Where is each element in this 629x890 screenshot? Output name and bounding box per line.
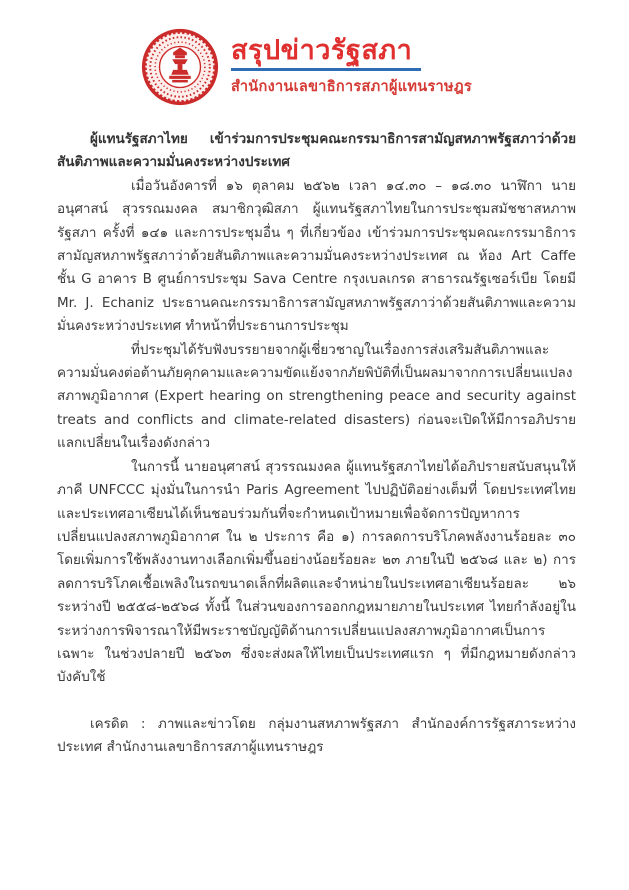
brand-divider: [231, 68, 421, 71]
brand-block: [231, 36, 472, 99]
news-headline: ผู้แทนรัฐสภาไทย เข้าร่วมการประชุมคณะกรรมาธิการสามัญสหภาพรัฐสภาว่าด้วยสันติภาพและความมั่นคงระหว่างประเทศ: [57, 131, 576, 171]
masthead: [0, 0, 629, 108]
credit-line: เครดิต : ภาพและข่าวโดย กลุ่มงานสหภาพรัฐสภา สำนักองค์การรัฐสภาระหว่างประเทศ สำนักงานเลขาธิการสภาผู้แทนราษฎร: [57, 715, 576, 756]
news-paragraph: เมื่อวันอังคารที่ ๑๖ ตุลาคม ๒๕๖๒ เวลา ๑๔.๓๐ – ๑๘.๓๐ นาฬิกา นายอนุศาสน์ สุวรรณมงคล สมาชิกวุฒิสภา ผู้แทนรัฐสภาไทยในการประชุมสมัชชาสหภาพรัฐสภา ครั้งที่ ๑๔๑ และการประชุมอื่น ๆ ที่เกี่ยวข้อง เข้าร่วมการประชุมคณะกรรมาธิการสามัญสหภาพรัฐสภาว่าด้วยสันติภาพและความมั่นคงระหว่างประเทศ ณ ห้อง Art Caffe ชั้น G อาคาร B ศูนย์การประชุม Sava Centre กรุงเบลเกรด สาธารณรัฐเซอร์เบีย โดยมี Mr. J. Echaniz ประธานคณะกรรมาธิการสามัญสหภาพรัฐสภาว่าด้วยสันติภาพและความมั่นคงระหว่างประเทศ ทำหน้าที่ประธานการประชุม: [57, 177, 576, 335]
news-paragraph: ในการนี้ นายอนุศาสน์ สุวรรณมงคล ผู้แทนรัฐสภาไทยได้อภิปรายสนับสนุนให้ภาคี UNFCCC มุ่งมั่นในการนำ Paris Agreement ไปปฏิบัติอย่างเต็มที่ โดยประเทศไทยและประเทศอาเซียนได้เห็นชอบร่วมกันที่จะกำหนดเป้าหมายเพื่อจัดการปัญหาการเปลี่ยนแปลงสภาพภูมิอากาศ ใน ๒ ประการ คือ ๑) การลดการบริโภคพลังงานร้อยละ ๓๐ โดยเพิ่มการใช้พลังงานทางเลือกเพิ่มขึ้นอย่างน้อยร้อยละ ๒๓ ภายในปี ๒๕๖๘ และ ๒) การลดการบริโภคเชื้อเพลิงในรถขนาดเล็กที่ผลิตและจำหน่ายในประเทศอาเซียนร้อยละ ๒๖ ระหว่างปี ๒๕๕๘-๒๕๖๘ ทั้งนี้ ในส่วนของการออกกฎหมายภายในประเทศ ไทยกำลังอยู่ในระหว่างการพิจารณาให้มีพระราชบัญญัติด้านการเปลี่ยนแปลงสภาพภูมิอากาศเป็นการเฉพาะ ในช่วงปลายปี ๒๕๖๓ ซึ่งจะส่งผลให้ไทยเป็นประเทศแรก ๆ ที่มีกฎหมายดังกล่าวบังคับใช้: [57, 458, 576, 686]
brand-title: สรุปข่าวรัฐสภา: [231, 34, 413, 66]
document-body: [57, 128, 576, 760]
brand-subtitle: สำนักงานเลขาธิการสภาผู้แทนราษฎร: [231, 79, 472, 96]
news-paragraph: ที่ประชุมได้รับฟังบรรยายจากผู้เชี่ยวชาญในเรื่องการส่งเสริมสันติภาพและความมั่นคงต่อต้านภัยคุกคามและความขัดแย้งจากภัยพิบัติที่เป็นผลมาจากการเปลี่ยนแปลงสภาพภูมิอากาศ (Expert hearing on strengthening peace and security against treats and conflicts and climate-related disasters) ก่อนจะเปิดให้มีการอภิปรายแลกเปลี่ยนในเรื่องดังกล่าว: [57, 341, 576, 452]
parliament-seal-icon: [139, 26, 221, 108]
